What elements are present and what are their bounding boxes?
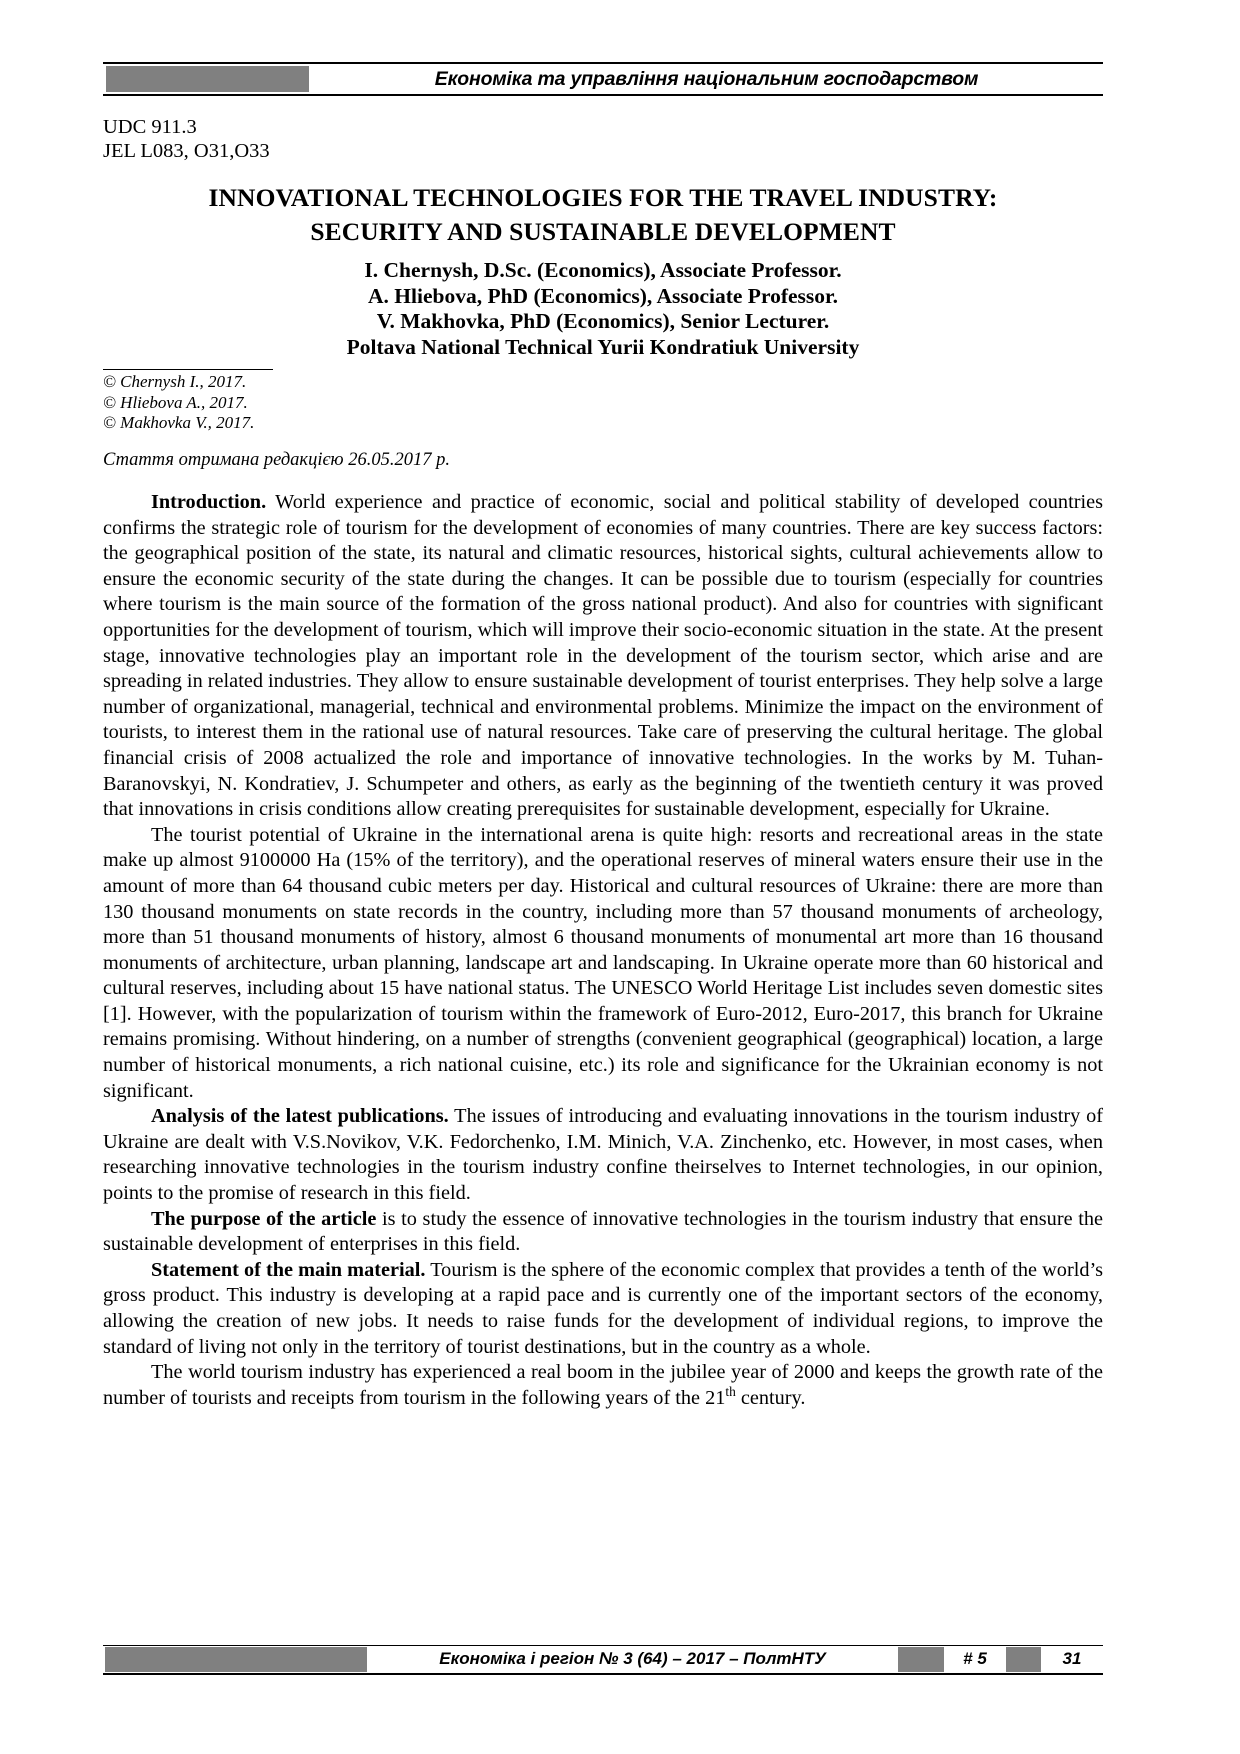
- author-block: [103, 258, 1103, 360]
- footer-issue-number: # 5: [963, 1649, 987, 1668]
- running-head-bottom-rule: [103, 94, 1103, 96]
- paragraph-text-tourist-potential: The tourist potential of Ukraine in the international arena is quite high: resorts and recreational areas in the state make up almost 9100000 Ha (15% of the territory), and the operational reserves of mineral waters ensure their use in the amount of more than 64 thousand cubic meters per day. Historical and cultural resources of Ukraine: there are more than 130 thousand monuments on state records in the country, including more than 57 thousand monuments of archeology, more than 51 thousand monuments of history, almost 6 thousand monuments of monumental art more than 16 thousand monuments of architecture, urban planning, landscape art and landscaping. In Ukraine operate more than 60 historical and cultural reserves, including about 15 have national status. The UNESCO World Heritage List includes seven domestic sites [1]. However, with the popularization of tourism within the framework of Euro-2012, Euro-2017, this branch for Ukraine remains promising. Without hindering, on a number of strengths (convenient geographical (geographical) location, a large number of historical monuments, a rich national cuisine, etc.) its role and significance for the Ukrainian economy is not significant.: [103, 823, 1103, 1102]
- footer-page-number: 31: [1062, 1649, 1082, 1668]
- footer-journal-text: Економіка і регіон № 3 (64) – 2017 – ПолтНТУ: [439, 1649, 826, 1668]
- paragraph-purpose: [103, 1207, 1103, 1258]
- paragraph-text-world-tourism-b: century.: [735, 1386, 806, 1409]
- footer-bottom-rule: [103, 1673, 1103, 1675]
- paragraph-introduction: [103, 490, 1103, 823]
- running-head-text: Економіка та управління національним господарством: [434, 68, 979, 90]
- paragraph-lead-analysis: Analysis of the latest publications.: [151, 1105, 449, 1128]
- paragraph-text-purpose: is to study the essence of innovative technologies in the tourism industry that ensure the sustainable development of enterprises in this field.: [103, 1207, 1103, 1256]
- copyright-block: [103, 372, 254, 434]
- article-title: [103, 181, 1103, 249]
- article-title-line-2: SECURITY AND SUSTAINABLE DEVELOPMENT: [310, 217, 896, 246]
- paragraph-text-analysis: The issues of introducing and evaluating innovations in the tourism industry of Ukraine are dealt with V.S.Novikov, V.K. Fedorchenko, I.M. Minich, V.A. Zinchenko, etc. However, in most cases, when researching innovative technologies in the tourism industry confine theirselves to Internet technologies, in our opinion, points to the promise of research in this field.: [103, 1105, 1103, 1205]
- author-affiliation: Poltava National Technical Yurii Kondratiuk University: [346, 334, 860, 359]
- paragraph-text-introduction: World experience and practice of economic, social and political stability of developed countries confirms the strategic role of tourism for the development of economies of many countries. There are key success factors: the geographical position of the state, its natural and climatic resources, historical sights, cultural achievements allow to ensure the economic security of the state during the changes. It can be possible due to tourism (especially for countries where tourism is the main source of the formation of the gross national product). And also for countries with significant opportunities for the development of tourism, which will improve their socio-economic situation in the state. At the present stage, innovative technologies play an important role in the development of the tourism sector, which arise and are spreading in related industries. They allow to ensure sustainable development of tourist enterprises. They help solve a large number of organizational, managerial, technical and environmental problems. Minimize the impact on the environment of tourists, to interest them in the rational use of natural resources. Take care of preserving the cultural heritage. The global financial crisis of 2008 actualized the role and importance of innovative technologies. In the works by M. Tuhan-Baranovskyi, N. Kondratiev, J. Schumpeter and others, as early as the beginning of the twentieth century it was proved that innovations in crisis conditions allow creating prerequisites for sustainable development, especially for Ukraine.: [103, 491, 1103, 821]
- article-body: [103, 490, 1103, 1411]
- copyright-line-3: © Makhovka V., 2017.: [103, 413, 255, 432]
- paragraph-analysis: [103, 1104, 1103, 1206]
- ordinal-superscript: th: [725, 1384, 736, 1400]
- paragraph-lead-purpose: The purpose of the article: [151, 1207, 377, 1230]
- paragraph-tourist-potential: [103, 823, 1103, 1105]
- footer-gray-block-left: [105, 1647, 367, 1672]
- paragraph-text-world-tourism-a: The world tourism industry has experienced a real boom in the jubilee year of 2000 and keeps the growth rate of the number of tourists and receipts from tourism in the following years of the 21: [103, 1361, 1103, 1409]
- article-title-line-1: INNOVATIONAL TECHNOLOGIES FOR THE TRAVEL INDUSTRY:: [208, 183, 998, 212]
- paragraph-lead-introduction: Introduction.: [151, 491, 267, 513]
- author-3: V. Makhovka, PhD (Economics), Senior Lecturer.: [376, 309, 830, 333]
- footer-gray-block-middle: [898, 1647, 944, 1672]
- paragraph-world-tourism: [103, 1360, 1103, 1411]
- copyright-divider: [103, 369, 273, 370]
- copyright-line-2: © Hliebova A., 2017.: [103, 392, 248, 412]
- running-head-top-rule: [103, 62, 1103, 64]
- paragraph-lead-statement: Statement of the main material.: [151, 1258, 426, 1281]
- running-head-gray-block: [106, 66, 309, 92]
- received-date: Стаття отримана редакцією 26.05.2017 р.: [103, 450, 450, 470]
- paragraph-statement: [103, 1258, 1103, 1360]
- author-2: A. Hliebova, PhD (Economics), Associate Professor.: [368, 283, 838, 308]
- copyright-line-1: © Chernysh I., 2017.: [103, 372, 247, 391]
- udc-code: UDC 911.3: [103, 116, 197, 138]
- author-1: I. Chernysh, D.Sc. (Economics), Associate Professor.: [364, 258, 842, 282]
- paragraph-text-statement: Tourism is the sphere of the economic complex that provides a tenth of the world’s gross product. This industry is developing at a rapid pace and is currently one of the important sectors of the economy, allowing the creation of new jobs. It needs to raise funds for the development of individual regions, to improve the standard of living not only in the territory of tourist destinations, but in the country as a whole.: [103, 1258, 1104, 1358]
- running-head: [103, 62, 1103, 96]
- classification-codes: [103, 115, 270, 163]
- jel-code: JEL L083, O31,O33: [103, 140, 270, 162]
- footer-gray-block-right: [1006, 1647, 1041, 1672]
- page-footer: [103, 1645, 1103, 1675]
